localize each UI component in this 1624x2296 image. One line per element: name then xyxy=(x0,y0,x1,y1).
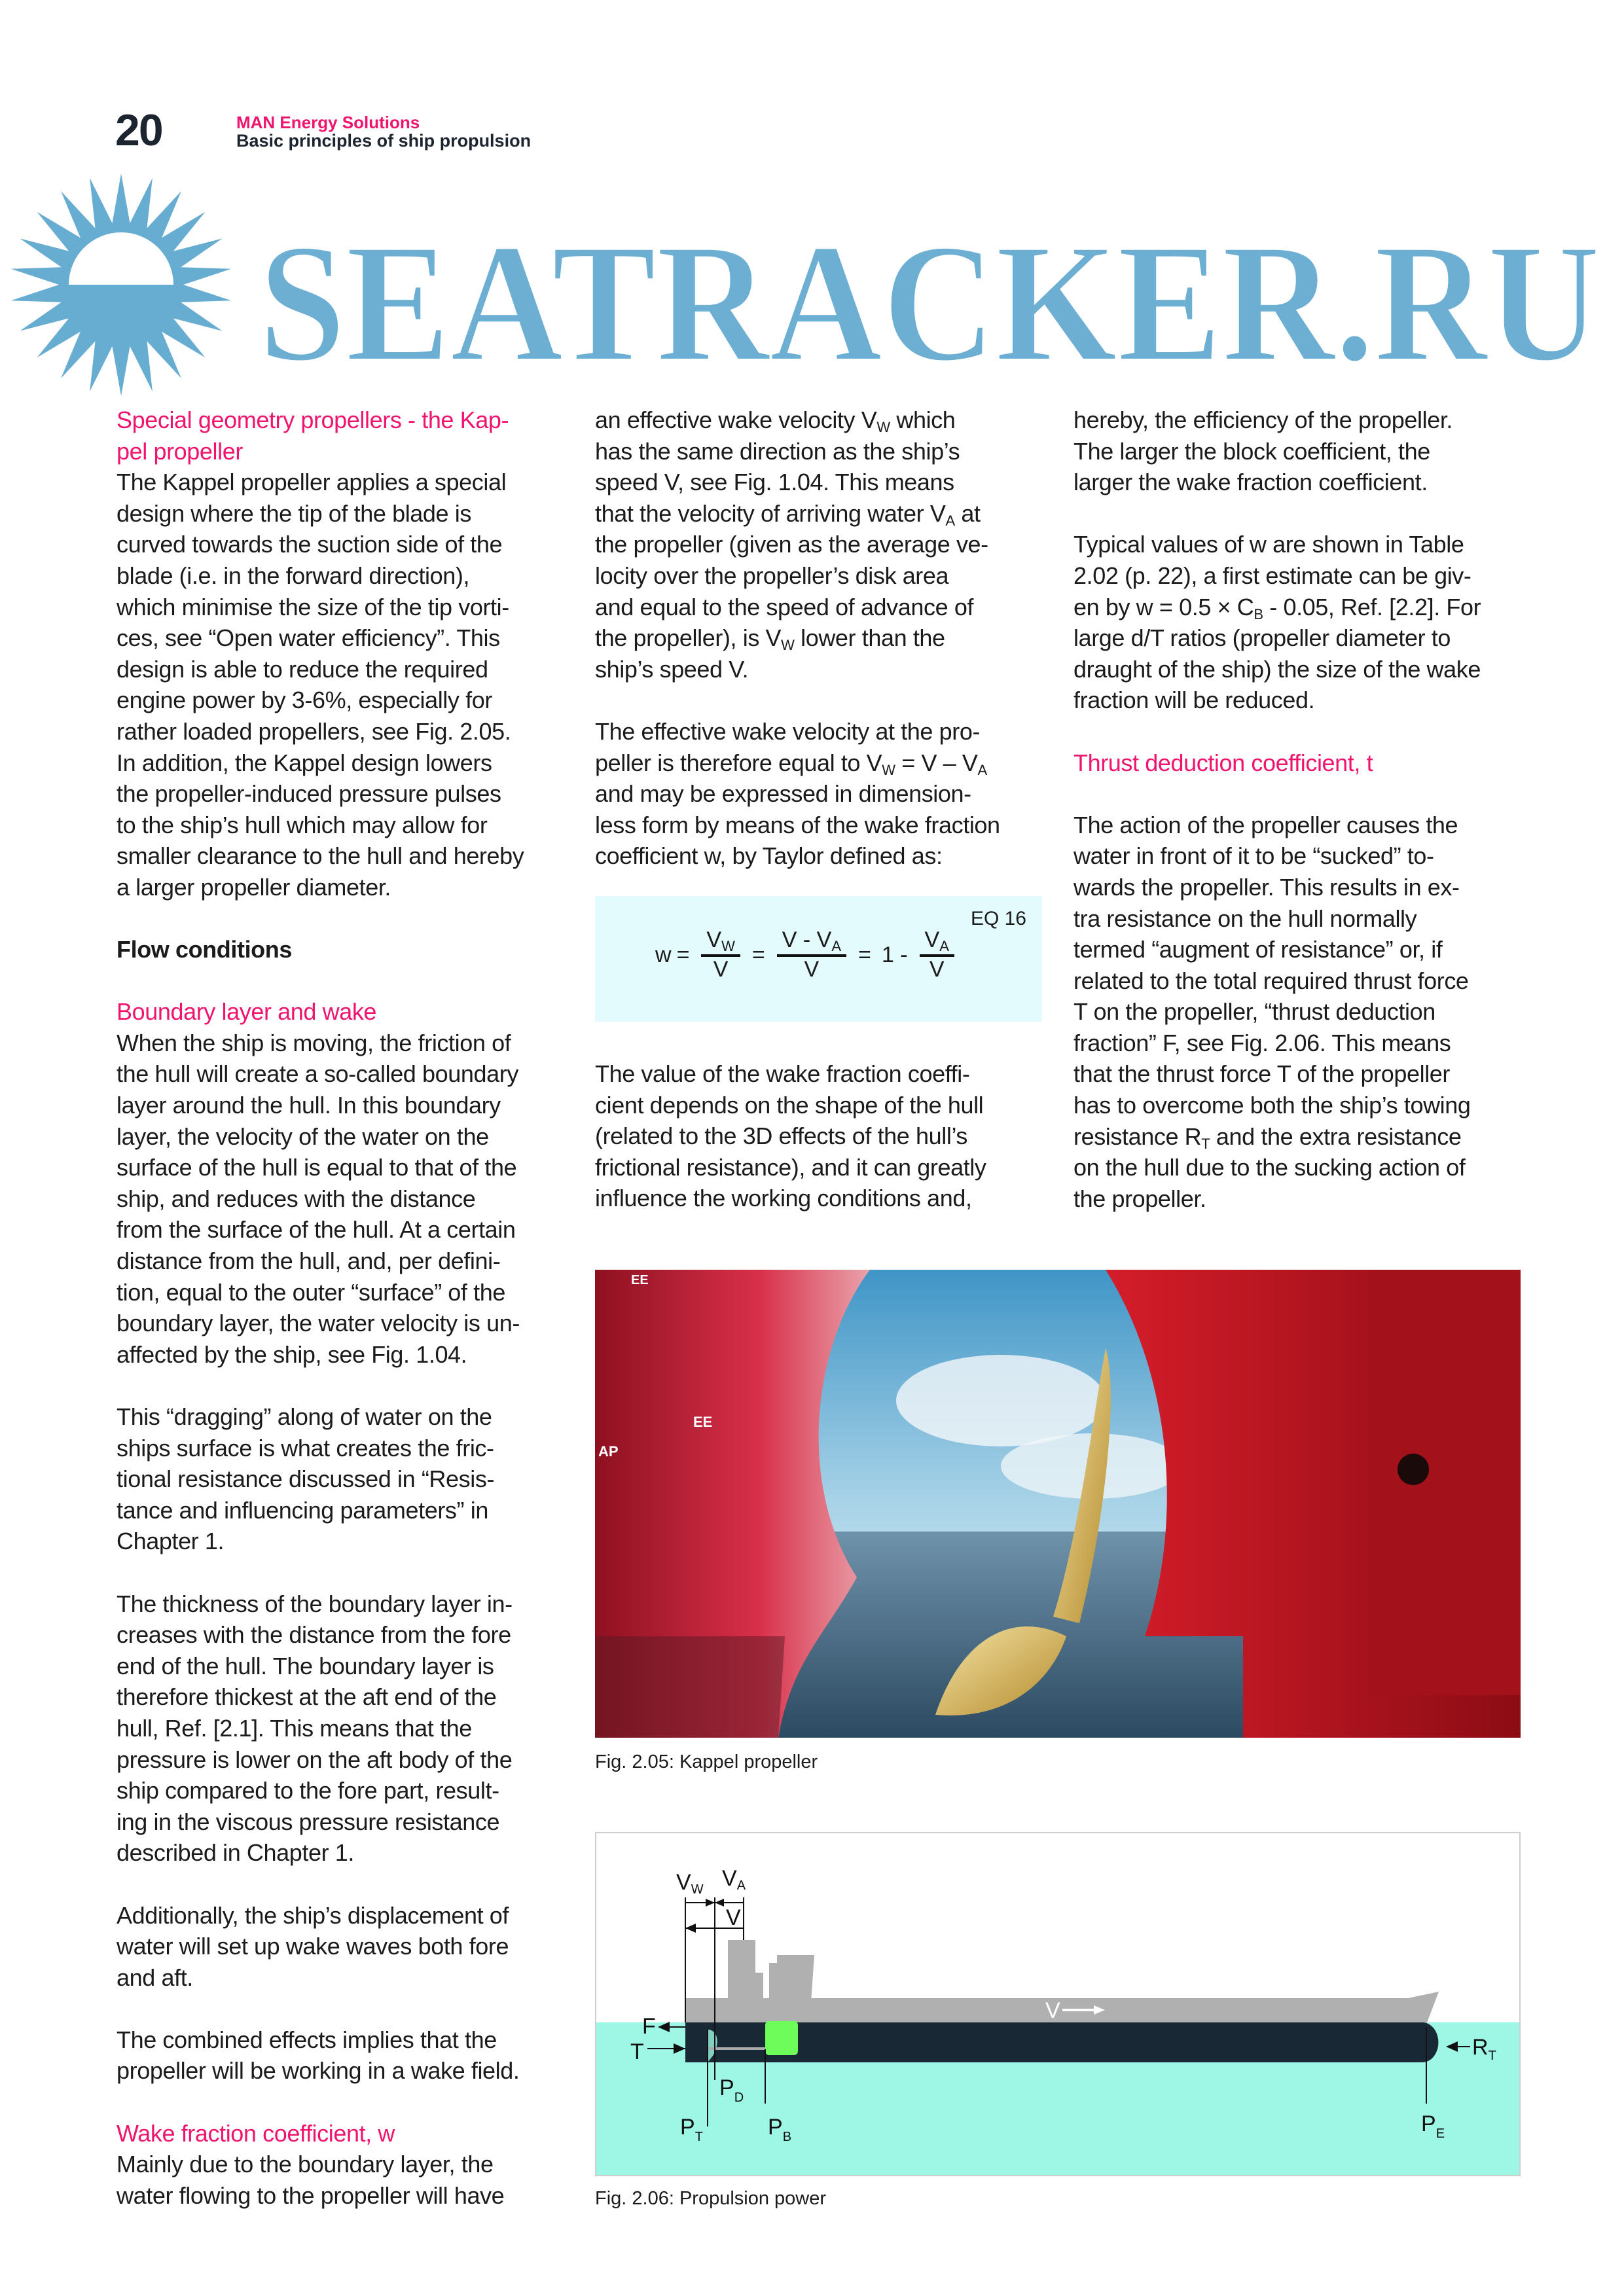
eq-f3-num-sub: A xyxy=(939,938,949,954)
eq-f1-num-sub: W xyxy=(721,938,735,954)
text-line: T on the propeller, “thrust deduction xyxy=(1074,998,1435,1026)
text-line: large d/T ratios (propeller diameter to xyxy=(1074,624,1451,652)
text-line: Mainly due to the boundary layer, the xyxy=(117,2151,494,2178)
text-line: on the hull due to the sucking action of xyxy=(1074,1154,1466,1181)
equation-label: EQ 16 xyxy=(970,908,1026,929)
text-line xyxy=(117,1869,575,1900)
label-vw: VW xyxy=(676,1870,704,1897)
text-line: In addition, the Kappel design lowers xyxy=(117,749,492,776)
text-line xyxy=(1074,498,1532,529)
text-line: influence the working conditions and, xyxy=(595,1185,972,1212)
brand-name: MAN Energy Solutions xyxy=(236,113,420,132)
section-title: Flow conditions xyxy=(117,936,292,963)
eq-lhs: w xyxy=(655,942,672,967)
va-arrow-icon xyxy=(715,1899,724,1907)
text-line: the propeller), is $V_W$ lower than the xyxy=(595,624,945,654)
label-pe: $P_E$ xyxy=(1421,2111,1445,2141)
text-line: tional resistance discussed in “Resis- xyxy=(117,1465,495,1493)
text-line: water flowing to the propeller will have xyxy=(117,2181,505,2209)
text-line: related to the total required thrust force xyxy=(1074,967,1469,994)
text-line: tion, equal to the outer “surface” of the xyxy=(117,1278,505,1306)
ship-hull-below-water xyxy=(685,2022,1438,2062)
seatracker-watermark xyxy=(0,164,1624,399)
text-line: Additionally, the ship’s displacement of xyxy=(117,1901,509,1929)
text-line: wards the propeller. This results in ex- xyxy=(1074,873,1460,901)
text-line xyxy=(117,2087,575,2118)
main-engine xyxy=(765,2021,798,2055)
text-line: blade (i.e. in the forward direction), xyxy=(117,562,470,589)
text-line: from the surface of the hull. At a certain xyxy=(117,1216,516,1244)
hull-mark-ee-top: EE xyxy=(631,1273,649,1287)
text-line: (related to the 3D effects of the hull’s xyxy=(595,1122,968,1150)
text-line: resistance $R_T$ and the extra resistance xyxy=(1074,1122,1462,1152)
section-heading: Boundary layer and wake xyxy=(117,998,377,1026)
text-line: The effective wake velocity at the pro- xyxy=(595,717,981,745)
text-line xyxy=(595,685,1053,716)
text-column-2 xyxy=(595,404,1053,872)
text-line: creases with the distance from the fore xyxy=(117,1621,511,1649)
text-line: draught of the ship) the size of the wake xyxy=(1074,655,1481,683)
text-line: described in Chapter 1. xyxy=(117,1839,355,1867)
text-line: larger the wake fraction coefficient. xyxy=(1074,469,1428,496)
text-line: The value of the wake fraction coeffi- xyxy=(595,1060,970,1087)
eq-f2-den: V xyxy=(804,957,820,982)
text-line: The Kappel propeller applies a special xyxy=(117,469,507,496)
section-heading: Thrust deduction coefficient, t xyxy=(1074,749,1373,776)
text-line: and equal to the speed of advance of xyxy=(595,593,974,620)
text-line: curved towards the suction side of the xyxy=(117,531,503,558)
text-line: that the thrust force T of the propeller xyxy=(1074,1060,1451,1088)
label-pt: $P_T$ xyxy=(680,2115,703,2144)
text-line: ship compared to the fore part, result- xyxy=(117,1777,499,1804)
label-va: VA xyxy=(722,1866,746,1893)
text-line: tra resistance on the hull normally xyxy=(1074,905,1417,932)
text-line: affected by the ship, see Fig. 1.04. xyxy=(117,1340,467,1368)
label-pd: $P_D$ xyxy=(719,2075,744,2105)
equation-box xyxy=(595,896,1042,1022)
text-line: Chapter 1. xyxy=(117,1528,225,1555)
text-line: propeller will be working in a wake field. xyxy=(117,2057,520,2085)
label-pb: $P_B$ xyxy=(768,2115,792,2144)
text-line: design where the tip of the blade is xyxy=(117,499,471,527)
eq-f2-num-sub: A xyxy=(831,938,841,954)
text-line xyxy=(1074,716,1532,747)
text-line: pressure is lower on the aft body of the xyxy=(117,1746,513,1773)
starburst-logo-icon xyxy=(11,173,232,396)
text-line: Typical values of w are shown in Table xyxy=(1074,531,1464,558)
wake-fraction-equation xyxy=(655,927,961,982)
eq-equals: = xyxy=(751,942,765,967)
text-line: ces, see “Open water efficiency”. This xyxy=(117,624,500,652)
text-line: smaller clearance to the hull and hereby xyxy=(117,842,524,870)
text-line: tance and influencing parameters” in xyxy=(117,1496,488,1524)
section-heading: Wake fraction coefficient, w xyxy=(117,2119,395,2147)
label-ship-speed: V xyxy=(1045,1998,1060,2023)
kappel-propeller-photo xyxy=(595,1270,1521,1738)
text-line: end of the hull. The boundary layer is xyxy=(117,1652,494,1679)
text-line: hull, Ref. [2.1]. This means that the xyxy=(117,1714,472,1742)
eq-f3-den: V xyxy=(929,957,945,982)
text-column-2-continued xyxy=(595,1058,1053,1214)
text-line: layer around the hull. In this boundary xyxy=(117,1092,501,1119)
text-line: less form by means of the wake fraction xyxy=(595,811,1000,838)
eq-f1-den: V xyxy=(713,957,729,982)
text-line: therefore thickest at the aft end of the xyxy=(117,1683,497,1711)
page-number: 20 xyxy=(115,105,162,155)
text-column-3 xyxy=(1074,404,1532,1214)
eq-fraction-3 xyxy=(920,927,954,982)
text-line: a larger propeller diameter. xyxy=(117,873,391,901)
text-line: speed V, see Fig. 1.04. This means xyxy=(595,469,954,496)
text-line: frictional resistance), and it can greatly xyxy=(595,1153,986,1181)
text-line: The action of the propeller causes the xyxy=(1074,811,1458,838)
label-thrust-t: T xyxy=(630,2039,644,2064)
eq-equals: = xyxy=(858,942,871,967)
text-line: ships surface is what creates the fric- xyxy=(117,1434,494,1462)
text-line xyxy=(1074,778,1532,810)
text-line: en by $w = 0.5 \times C_B - 0.05$, Ref. [2.2]. For xyxy=(1074,593,1481,622)
section-heading: Special geometry propellers - the Kap- xyxy=(117,406,509,433)
eq-equals: = xyxy=(676,942,690,967)
text-line: boundary layer, the water velocity is un- xyxy=(117,1310,520,1337)
text-line: layer, the velocity of the water on the xyxy=(117,1122,489,1150)
rudder xyxy=(1367,1270,1521,1695)
figure-2-05-caption: Fig. 2.05: Kappel propeller xyxy=(595,1751,818,1772)
text-line: The larger the block coefficient, the xyxy=(1074,437,1430,465)
text-line: surface of the hull is equal to that of the xyxy=(117,1154,517,1181)
text-line xyxy=(117,965,575,997)
text-line: design is able to reduce the required xyxy=(117,655,488,683)
label-thrust-deduction-f: F xyxy=(642,2014,656,2039)
text-line: The thickness of the boundary layer in- xyxy=(117,1590,513,1617)
text-line: fraction will be reduced. xyxy=(1074,687,1315,714)
eq-rhs-prefix: 1 - xyxy=(881,942,908,967)
text-line: an effective wake velocity $V_W$ which xyxy=(595,406,956,435)
text-line: 2.02 (p. 22), a first estimate can be giv- xyxy=(1074,562,1471,589)
propulsion-power-diagram xyxy=(595,1832,1521,2176)
text-line: ing in the viscous pressure resistance xyxy=(117,1808,500,1835)
text-line: the hull will create a so-called boundary xyxy=(117,1060,518,1088)
label-resistance-rt: $R_T$ xyxy=(1472,2035,1496,2063)
eq-fraction-2 xyxy=(777,927,846,982)
text-line xyxy=(117,903,575,935)
text-line: has to overcome both the ship’s towing xyxy=(1074,1092,1471,1119)
text-line: coefficient w, by Taylor defined as: xyxy=(595,842,943,870)
text-line xyxy=(117,1370,575,1401)
text-line: termed “augment of resistance” or, if xyxy=(1074,936,1443,963)
document-title: Basic principles of ship propulsion xyxy=(236,131,532,151)
text-line: to the ship’s hull which may allow for xyxy=(117,811,488,838)
eq-f3-num: V xyxy=(924,927,940,952)
text-column-1 xyxy=(117,404,575,2211)
text-line: ship, and reduces with the distance xyxy=(117,1185,476,1212)
text-line: has the same direction as the ship’s xyxy=(595,437,960,465)
text-line: distance from the hull, and, per defini- xyxy=(117,1247,501,1275)
hull-mark-ee: EE xyxy=(693,1414,713,1430)
v-arrow-icon xyxy=(685,1924,696,1933)
text-line: the propeller (given as the average ve- xyxy=(595,531,988,558)
watermark-text: SEATRACKER.RU xyxy=(259,209,1600,397)
section-heading: pel propeller xyxy=(117,437,243,465)
text-line: that the velocity of arriving water $V_A$ at xyxy=(595,499,981,529)
text-line: locity over the propeller’s disk area xyxy=(595,562,949,589)
text-line: engine power by 3-6%, especially for xyxy=(117,687,492,714)
text-line: and aft. xyxy=(117,1964,193,1991)
text-line: rather loaded propellers, see Fig. 2.05. xyxy=(117,717,511,745)
eq-f1-num: V xyxy=(706,927,722,952)
text-line: cient depends on the shape of the hull xyxy=(595,1091,984,1119)
text-line: hereby, the efficiency of the propeller. xyxy=(1074,406,1453,433)
text-line: which minimise the size of the tip vorti- xyxy=(117,593,509,620)
vw-arrow-icon xyxy=(706,1899,715,1907)
eq-fraction-1 xyxy=(701,927,740,982)
label-v: V xyxy=(726,1905,741,1930)
text-line: ship’s speed V. xyxy=(595,655,749,683)
text-line xyxy=(117,1993,575,2024)
text-line: When the ship is moving, the friction of xyxy=(117,1029,511,1056)
text-line: water in front of it to be “sucked” to- xyxy=(1074,842,1434,870)
ship-superstructure xyxy=(728,1940,814,2002)
text-line: and may be expressed in dimension- xyxy=(595,780,971,808)
text-line: the propeller. xyxy=(1074,1185,1206,1212)
text-line: fraction” F, see Fig. 2.06. This means xyxy=(1074,1029,1451,1056)
text-line: peller is therefore equal to $V_W = V - V_A$ xyxy=(595,749,987,778)
text-line: This “dragging” along of water on the xyxy=(117,1403,492,1430)
text-line: the propeller-induced pressure pulses xyxy=(117,780,501,808)
text-line: water will set up wake waves both fore xyxy=(117,1933,509,1960)
hull-mark-ap: AP xyxy=(598,1443,619,1460)
text-line: The combined effects implies that the xyxy=(117,2026,497,2053)
eq-f2-num: V - V xyxy=(782,927,832,952)
text-line xyxy=(117,1557,575,1588)
figure-2-06-caption: Fig. 2.06: Propulsion power xyxy=(595,2188,827,2209)
